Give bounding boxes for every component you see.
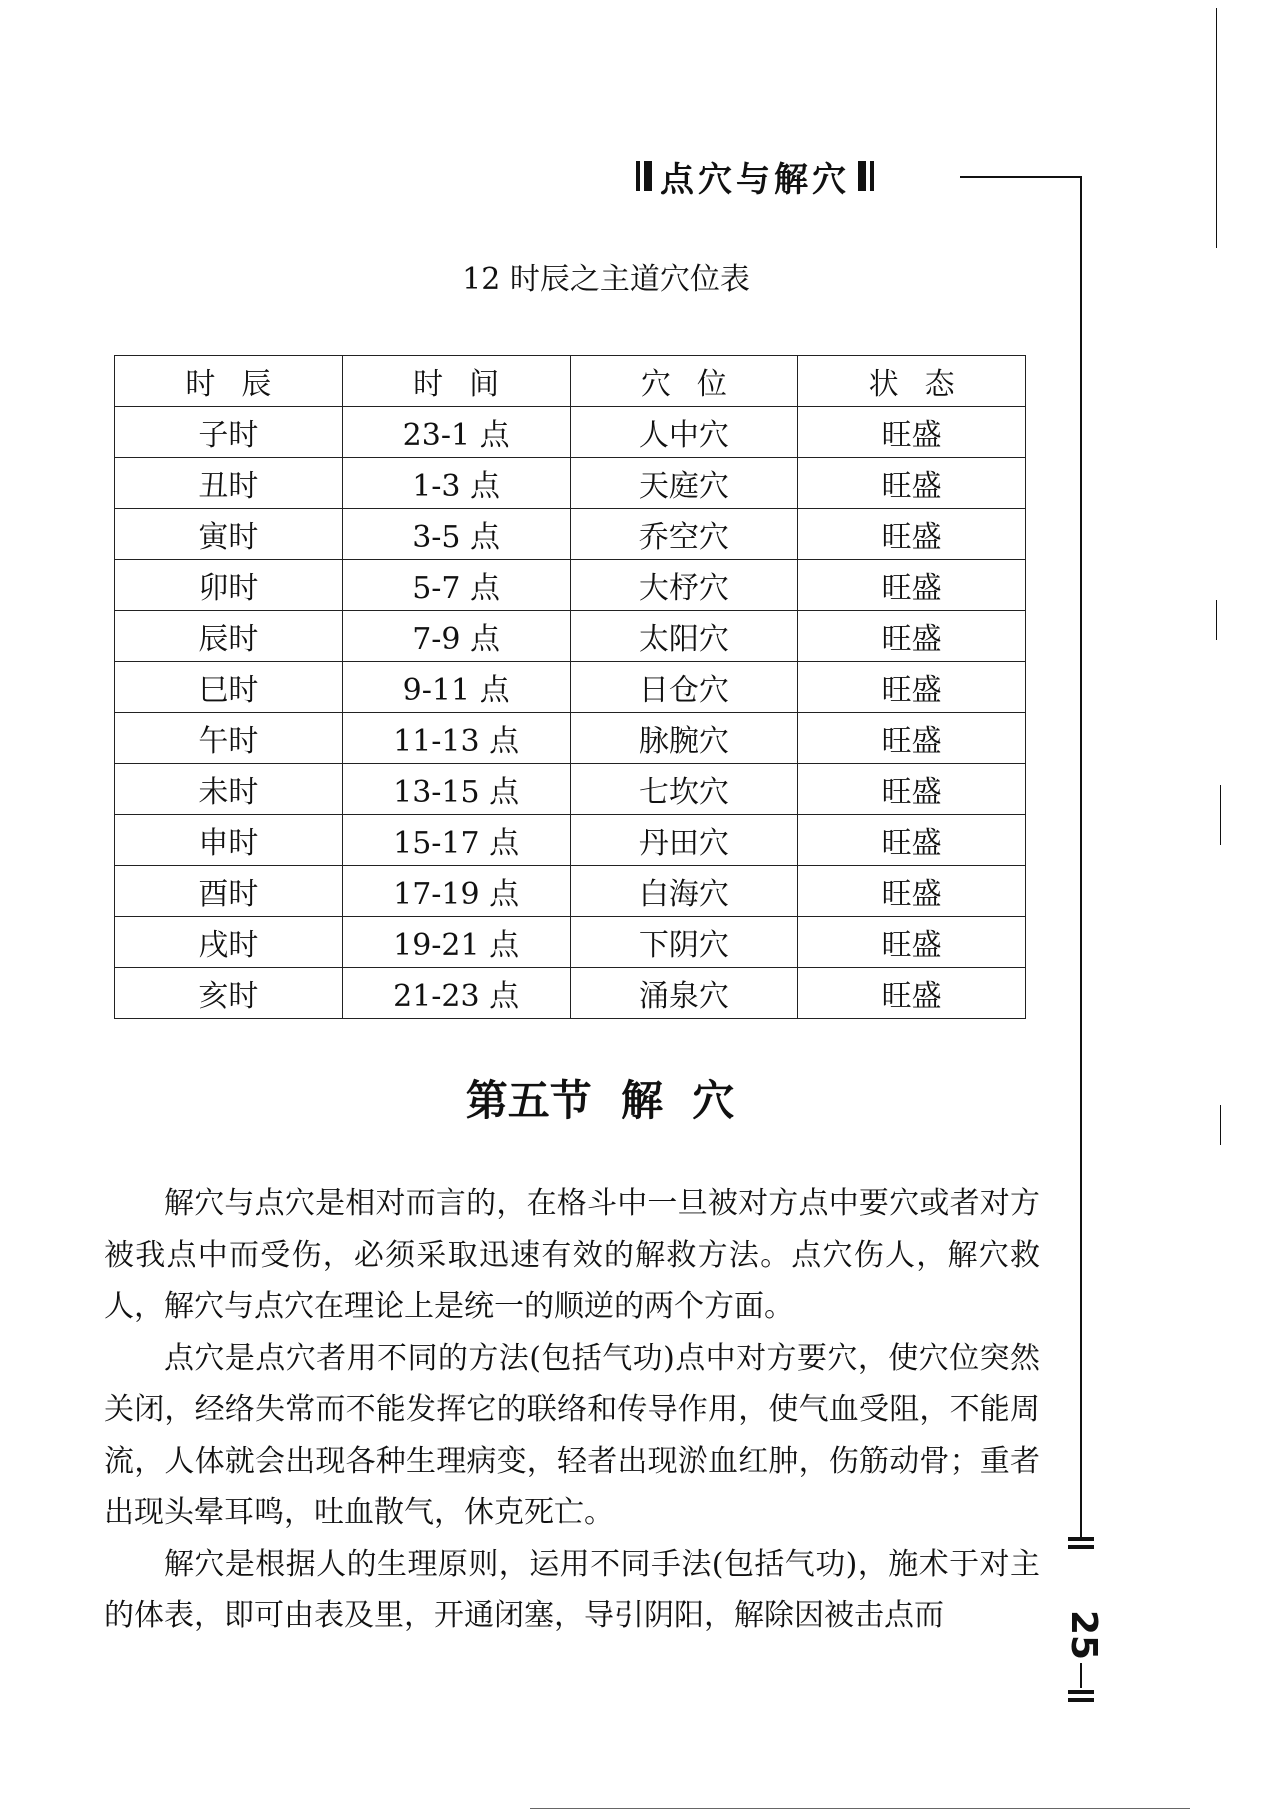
page-number: 25 — [1063, 1610, 1104, 1661]
column-header-shichen: 时辰 — [115, 356, 343, 407]
cell-state: 旺盛 — [798, 866, 1026, 917]
cell-shichen: 子时 — [115, 407, 343, 458]
cell-shichen: 丑时 — [115, 458, 343, 509]
cell-time: 7-9 点 — [342, 611, 570, 662]
paragraph: 解穴是根据人的生理原则，运用不同手法(包括气功)，施术于对主的体表，即可由表及里，开通闭塞，导引阴阳，解除因被击点而 — [104, 1546, 1040, 1633]
table-row — [115, 968, 1026, 1019]
cell-time: 1-3 点 — [342, 458, 570, 509]
cell-shichen: 午时 — [115, 713, 343, 764]
bottom-edge-mark — [530, 1808, 1190, 1809]
table-row — [115, 764, 1026, 815]
cell-acupoint: 脉腕穴 — [570, 713, 798, 764]
cell-acupoint: 人中穴 — [570, 407, 798, 458]
scan-edge-mark — [1216, 600, 1217, 640]
cell-time: 15-17 点 — [342, 815, 570, 866]
cell-time: 5-7 点 — [342, 560, 570, 611]
cell-shichen: 戌时 — [115, 917, 343, 968]
cell-time: 3-5 点 — [342, 509, 570, 560]
table-row — [115, 866, 1026, 917]
header-bar-ornament-right — [858, 161, 874, 191]
cell-shichen: 辰时 — [115, 611, 343, 662]
cell-state: 旺盛 — [798, 560, 1026, 611]
margin-rule-lower — [1080, 1663, 1082, 1688]
table-header-row — [115, 356, 1026, 407]
running-header-title: 点穴与解穴 — [660, 159, 850, 200]
scan-edge-mark — [1220, 785, 1221, 845]
cell-time: 13-15 点 — [342, 764, 570, 815]
cell-state: 旺盛 — [798, 917, 1026, 968]
margin-rule-tick — [1068, 1537, 1094, 1541]
margin-rule-tick — [1068, 1690, 1094, 1694]
cell-acupoint: 下阴穴 — [570, 917, 798, 968]
cell-acupoint: 七坎穴 — [570, 764, 798, 815]
cell-shichen: 申时 — [115, 815, 343, 866]
cell-state: 旺盛 — [798, 713, 1026, 764]
cell-shichen: 亥时 — [115, 968, 343, 1019]
table-row — [115, 509, 1026, 560]
cell-acupoint: 大杼穴 — [570, 560, 798, 611]
table-caption: 12 时辰之主道穴位表 — [462, 262, 750, 297]
cell-acupoint: 白海穴 — [570, 866, 798, 917]
cell-acupoint: 太阳穴 — [570, 611, 798, 662]
table-row — [115, 611, 1026, 662]
paragraph: 解穴与点穴是相对而言的，在格斗中一旦被对方点中要穴或者对方被我点中而受伤，必须采取迅速有效的解救方法。点穴伤人，解穴救人，解穴与点穴在理论上是统一的顺逆的两个方面。 — [104, 1186, 1040, 1324]
cell-state: 旺盛 — [798, 407, 1026, 458]
header-bar-ornament-left — [636, 161, 652, 191]
table-row — [115, 713, 1026, 764]
cell-state: 旺盛 — [798, 764, 1026, 815]
table-row — [115, 407, 1026, 458]
section-title: 第五节 解 穴 — [465, 1076, 735, 1125]
cell-shichen: 未时 — [115, 764, 343, 815]
cell-shichen: 寅时 — [115, 509, 343, 560]
acupoint-time-table — [114, 355, 1026, 1019]
cell-state: 旺盛 — [798, 968, 1026, 1019]
cell-acupoint: 天庭穴 — [570, 458, 798, 509]
cell-shichen: 巳时 — [115, 662, 343, 713]
cell-acupoint: 丹田穴 — [570, 815, 798, 866]
header-rule — [960, 176, 1080, 178]
cell-acupoint: 日仓穴 — [570, 662, 798, 713]
cell-shichen: 酉时 — [115, 866, 343, 917]
table-row — [115, 662, 1026, 713]
margin-rule — [1080, 176, 1082, 1538]
cell-state: 旺盛 — [798, 662, 1026, 713]
column-header-time: 时间 — [342, 356, 570, 407]
cell-shichen: 卯时 — [115, 560, 343, 611]
scan-edge-mark — [1220, 1105, 1221, 1145]
cell-time: 17-19 点 — [342, 866, 570, 917]
cell-state: 旺盛 — [798, 509, 1026, 560]
table-row — [115, 815, 1026, 866]
table-row — [115, 458, 1026, 509]
scan-edge-mark — [1216, 8, 1217, 248]
margin-rule-tick — [1068, 1545, 1094, 1549]
paragraph: 点穴是点穴者用不同的方法(包括气功)点中对方要穴，使穴位突然关闭，经络失常而不能发挥它的联络和传导作用，使气血受阻，不能周流，人体就会出现各种生理病变，轻者出现淤血红肿，伤筋动骨；重者出现头晕耳鸣，吐血散气，休克死亡。 — [104, 1340, 1040, 1530]
cell-time: 19-21 点 — [342, 917, 570, 968]
running-header — [636, 154, 874, 198]
margin-rule-tick — [1068, 1698, 1094, 1702]
cell-time: 23-1 点 — [342, 407, 570, 458]
column-header-state: 状态 — [798, 356, 1026, 407]
table-row — [115, 917, 1026, 968]
cell-state: 旺盛 — [798, 815, 1026, 866]
cell-time: 21-23 点 — [342, 968, 570, 1019]
cell-state: 旺盛 — [798, 611, 1026, 662]
cell-state: 旺盛 — [798, 458, 1026, 509]
column-header-acupoint: 穴位 — [570, 356, 798, 407]
section-body — [104, 1178, 1040, 1642]
table-row — [115, 560, 1026, 611]
cell-acupoint: 涌泉穴 — [570, 968, 798, 1019]
cell-time: 11-13 点 — [342, 713, 570, 764]
cell-time: 9-11 点 — [342, 662, 570, 713]
cell-acupoint: 乔空穴 — [570, 509, 798, 560]
